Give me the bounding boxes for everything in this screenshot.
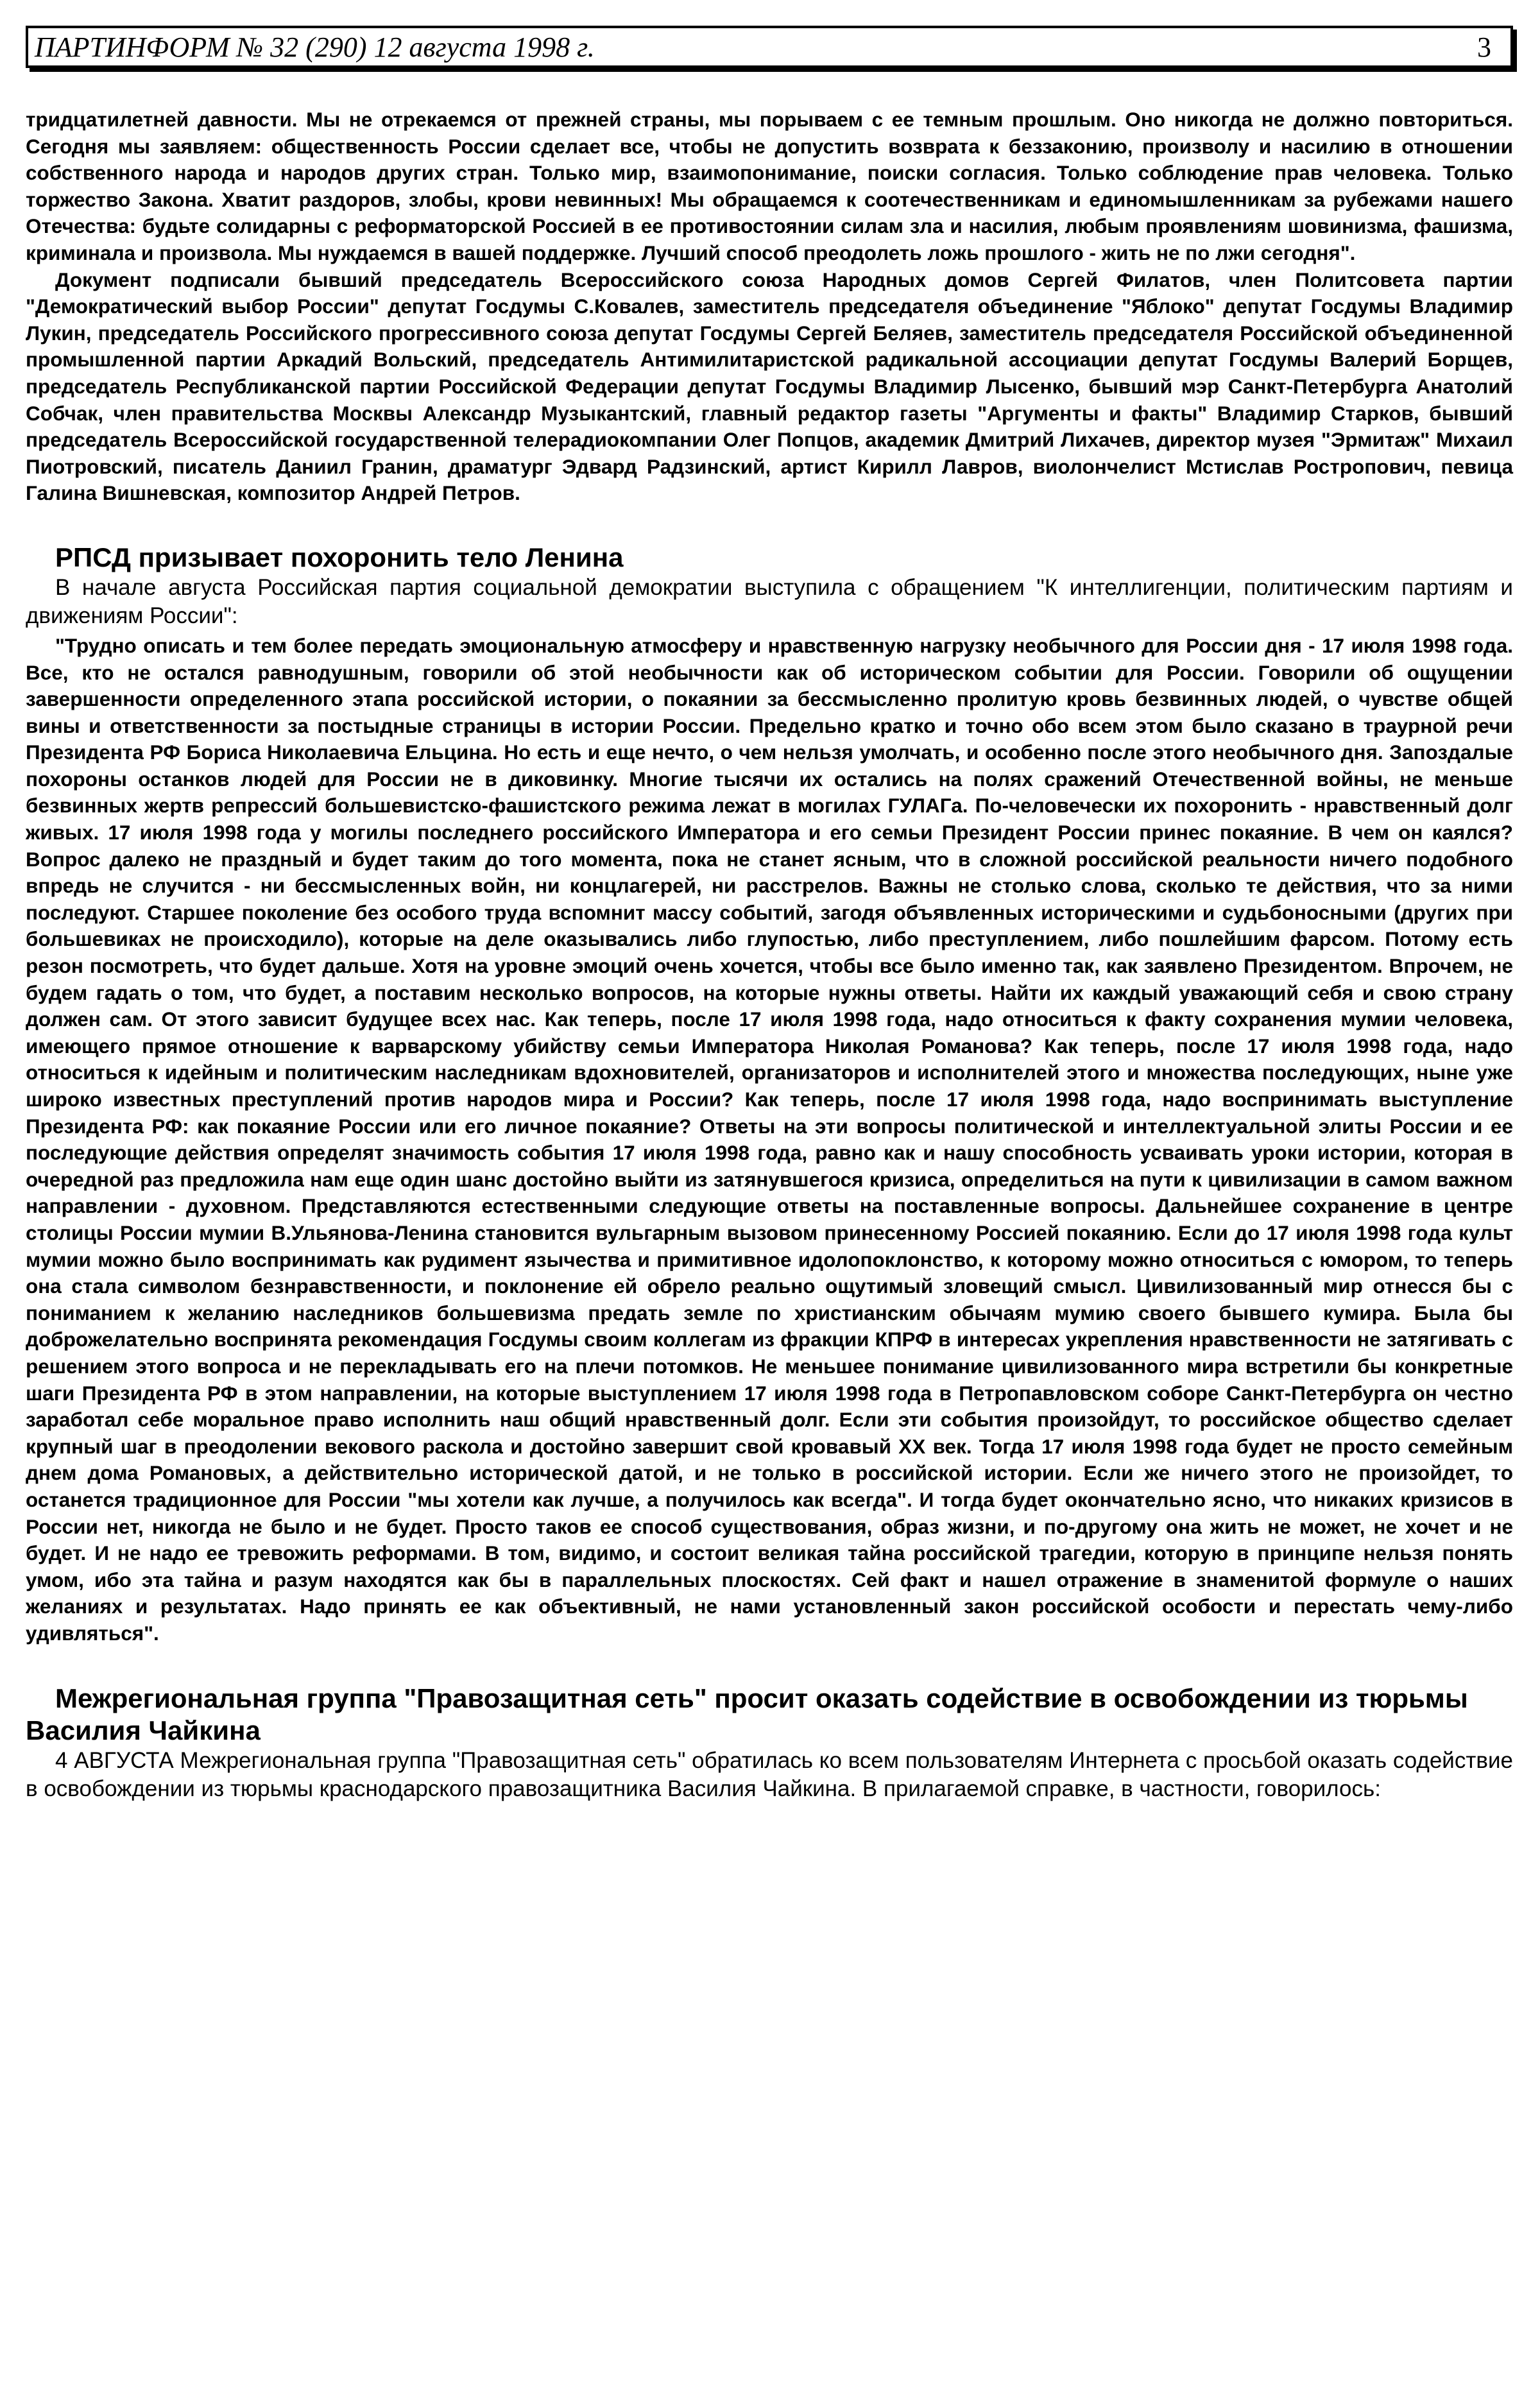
signatories-paragraph: Документ подписали бывший председатель Всероссийского союза Народных домов Сергей Филатов, член Политсовета партии "Демократический выбор России" депутат Госдумы С.Ковалев, заместитель председателя объединение "Яблоко" депутат Госдумы Владимир Лукин, председатель Российского прогрессивного союза депутат Госдумы Сергей Беляев, заместитель председателя Российской объединенной промышленной партии Аркадий Вольский, председатель Антимилитаристской радикальной ассоциации депутат Госдумы Валерий Борщев, председатель Республиканской партии Российской Федерации депутат Госдумы Владимир Лысенко, бывший мэр Санкт-Петербурга Анатолий Собчак, член правительства Москвы Александр Музыкантский, главный редактор газеты "Аргументы и факты" Владимир Старков, бывший председатель Всероссийской государственной телерадиокомпании Олег Попцов, академик Дмитрий Лихачев, директор музея "Эрмитаж" Михаил Пиотровский, писатель Даниил Гранин, драматург Эдвард Радзинский, артист Кирилл Лавров, виолончелист Мстислав Ростропович, певица Галина Вишневская, композитор Андрей Петров. — [26, 268, 1513, 505]
header-title: ПАРТИНФОРМ № 32 (290) 12 августа 1998 г. — [35, 31, 595, 63]
newspaper-page — [26, 26, 1513, 1803]
article-intro: В начале августа Российская партия социальной демократии выступила с обращением "К интеллигенции, политическим партиям и движениям России": — [26, 574, 1513, 628]
article-continuation: тридцатилетней давности. Мы не отрекаемся от прежней страны, мы порываем с ее темным прошлым. Оно никогда не должно повториться. Сегодня мы заявляем: общественность России сделает все, чтобы не допустить возврата к беззаконию, произволу и насилию в отношении собственного народа и народов других стран. Только мир, взаимопонимание, поиски согласия. Только соблюдение прав человека. Только торжество Закона. Хватит раздоров, злобы, крови невинных! Мы обращаемся к соотечественникам и единомышленникам за рубежами нашего Отечества: будьте солидарны с реформаторской Россией в ее противостоянии силам зла и насилия, любым проявлениям шовинизма, фашизма, криминала и произвола. Мы нуждаемся в вашей поддержке. Лучший способ преодолеть ложь прошлого - жить не по лжи сегодня". — [26, 108, 1513, 264]
page-header — [26, 26, 1513, 68]
article-intro: 4 АВГУСТА Межрегиональная группа "Правозащитная сеть" обратилась ко всем пользователям Интернета с просьбой оказать содействие в освобождении из тюрьмы краснодарского правозащитника Василия Чайкина. В прилагаемой справке, в частности, говорилось: — [26, 1748, 1513, 1802]
article-title: Межрегиональная группа "Правозащитная сеть" просит оказать содействие в освобождении из тюрьмы Василия Чайкина — [26, 1683, 1468, 1746]
article-quote: "Трудно описать и тем более передать эмоциональную атмосферу и нравственную нагрузку необычного для России дня - 17 июля 1998 года. Все, кто не остался равнодушным, говорили об этой необычности как об историческом событии для России. Говорили об ощущении завершенности определенного этапа российской истории, о покаянии за бессмысленно пролитую кровь безвинных людей, о чувстве общей вины и ответственности за постыдные страницы в истории России. Предельно кратко и точно обо всем этом было сказано в траурной речи Президента РФ Бориса Николаевича Ельцина. Но есть и еще нечто, о чем нельзя умолчать, и особенно после этого необычного дня. Запоздалые похороны останков людей для России не в диковинку. Многие тысячи их остались на полях сражений Отечественной войны, не меньше безвинных жертв репрессий большевистско-фашистского режима лежат в могилах ГУЛАГа. По-человечески их похоронить - нравственный долг живых. 17 июля 1998 года у могилы последнего российского Императора и его семьи Президент России принес покаяние. В чем он каялся? Вопрос далеко не праздный и будет таким до того момента, пока не станет ясным, что в сложной российской реальности ничего подобного впредь не случится - ни бессмысленных войн, ни концлагерей, ни расстрелов. Важны не столько слова, сколько те действия, что за ними последуют. Старшее поколение без особого труда вспомнит массу событий, загодя объявленных историческими и судьбоносными (других при большевиках не происходило), которые на деле оказывались либо глупостью, либо преступлением, либо пошлейшим фарсом. Потому есть резон посмотреть, что будет дальше. Хотя на уровне эмоций очень хочется, чтобы все было именно так, как заявлено Президентом. Впрочем, не будем гадать о том, что будет, а поставим несколько вопросов, на которые нужны ответы. Найти их каждый уважающий себя и свою страну должен сам. От этого зависит будущее всех нас. Как теперь, после 17 июля 1998 года, надо относиться к факту сохранения мумии человека, имеющего прямое отношение к варварскому убийству семьи Императора Николая Романова? Как теперь, после 17 июля 1998 года, надо относиться к идейным и политическим наследникам вдохновителей, организаторов и исполнителей этого и множества последующих, ныне уже широко известных преступлений против народов мира и России? Как теперь, после 17 июля 1998 года, надо воспринимать выступление Президента РФ: как покаяние России или его личное покаяние? Ответы на эти вопросы политической и интеллектуальной элиты России и ее последующие действия определят значимость события 17 июля 1998 года, равно как и нашу способность усваивать уроки истории, которая в очередной раз предложила нам еще один шанс достойно выйти из затянувшегося кризиса, определиться на пути к цивилизации в самом важном направлении - духовном. Представляются естественными следующие ответы на поставленные вопросы. Дальнейшее сохранение в центре столицы России мумии В.Ульянова-Ленина становится вульгарным вызовом принесенному Россией покаянию. Если до 17 июля 1998 года культ мумии можно было воспринимать как рудимент язычества и примитивное идолопоклонство, к которому можно относиться с юмором, то теперь она стала символом безнравственности, и поклонение ей обрело реально ощутимый зловещий смысл. Цивилизованный мир отнесся бы с пониманием к желанию наследников большевизма предать земле по христианским обычаям мумию своего бывшего кумира. Была бы доброжелательно воспринята рекомендация Госдумы своим коллегам из фракции КПРФ в интересах укрепления нравственности не затягивать с решением этого вопроса и не перекладывать его на плечи потомков. Не меньшее понимание цивилизованного мира встретили бы конкретные шаги Президента РФ в этом направлении, на которые выступлением 17 июля 1998 года в Петропавловском соборе Санкт-Петербурга он честно заработал себе моральное право исполнить наш общий нравственный долг. Если эти события произойдут, то российское общество сделает крупный шаг в преодолении векового раскола и достойно завершит свой кровавый XX век. Тогда 17 июля 1998 года будет не просто семейным днем дома Романовых, а действительно исторической датой, и не только в российской истории. Если же ничего этого не произойдет, то останется традиционное для России "мы хотели как лучше, а получилось как всегда". И тогда будет окончательно ясно, что никаких кризисов в России нет, никогда не было и не будет. Просто таков ее способ существования, образ жизни, и по-другому она жить не может, не хочет и не будет. И не надо ее тревожить реформами. В том, видимо, и состоит великая тайна российской трагедии, которую в принципе нельзя понять умом, ибо эта тайна и разум находятся как бы в параллельных плоскостях. Сей факт и нашел отражение в знаменитой формуле о наших желаниях и результатах. Надо принять ее как объективный, не нами установленный закон российской особости и перестать чему-либо удивляться". — [26, 633, 1513, 1645]
article-title: РПСД призывает похоронить тело Ленина — [55, 542, 624, 572]
page-number: 3 — [1477, 31, 1491, 63]
page-content — [26, 107, 1513, 1803]
